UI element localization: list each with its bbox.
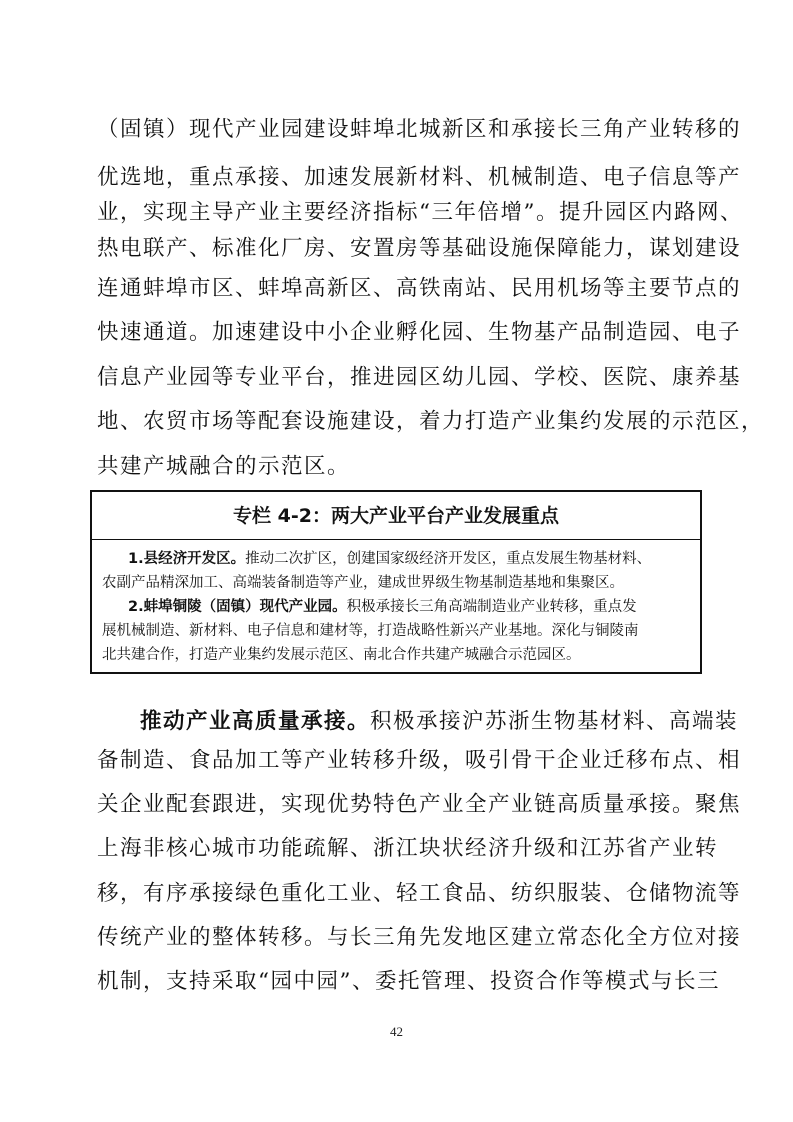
box-item-line — [102, 595, 720, 619]
box-title: 专栏 4-2：两大产业平台产业发展重点 — [92, 492, 700, 540]
page-number: 42 — [390, 1024, 403, 1039]
paragraph-line: 快速通道。加速建设中小企业孵化园、生物基产品制造园、电子 — [97, 320, 742, 345]
box-item-text: 推动二次扩区，创建国家级经济开发区，重点发展生物基材料、 — [245, 551, 652, 567]
paragraph-line: 机制，支持采取“园中园”、委托管理、投资合作等模式与长三 — [97, 969, 720, 994]
sidebar-box — [90, 490, 702, 674]
paragraph-text: 积极承接沪苏浙生物基材料、高端装 — [370, 709, 739, 734]
box-item-heading: 2.蚌埠铜陵（固镇）现代产业园。 — [128, 599, 347, 615]
box-item-line: 展机械制造、新材料、电子信息和建材等，打造战略性新兴产业基地。深化与铜陵南 — [102, 623, 639, 639]
paragraph-line: 上海非核心城市功能疏解、浙江块状经济升级和江苏省产业转 — [97, 836, 719, 861]
paragraph-line — [97, 704, 739, 740]
paragraph-heading: 推动产业高质量承接。 — [140, 709, 371, 734]
paragraph-line: 连通蚌埠市区、蚌埠高新区、高铁南站、民用机场等主要节点的 — [97, 276, 742, 301]
paragraph-line: （固镇）现代产业园建设蚌埠北城新区和承接长三角产业转移的 — [97, 117, 742, 142]
box-item-line: 农副产品精深加工、高端装备制造等产业，建成世界级生物基制造基地和集聚区。 — [102, 575, 624, 591]
box-item-text: 积极承接长三角高端制造业产业转移，重点发 — [346, 599, 637, 615]
box-item-heading: 1.县经济开发区。 — [128, 551, 246, 567]
paragraph-line: 优选地，重点承接、加速发展新材料、机械制造、电子信息等产 — [97, 165, 742, 190]
paragraph-line: 业，实现主导产业主要经济指标“三年倍增”。提升园区内路网、 — [97, 200, 743, 225]
paragraph-line: 关企业配套跟进，实现优势特色产业全产业链高质量承接。聚焦 — [97, 792, 742, 817]
paragraph-line: 备制造、食品加工等产业转移升级，吸引骨干企业迁移布点、相 — [97, 748, 742, 773]
paragraph-line: 传统产业的整体转移。与长三角先发地区建立常态化全方位对接 — [97, 925, 742, 950]
paragraph-line: 地、农贸市场等配套设施建设，着力打造产业集约发展的示范区， — [97, 409, 765, 434]
box-item-line: 北共建合作，打造产业集约发展示范区、南北合作共建产城融合示范园区。 — [102, 647, 581, 663]
paragraph-line: 信息产业园等专业平台，推进园区幼儿园、学校、医院、康养基 — [97, 365, 742, 390]
paragraph-line: 移，有序承接绿色重化工业、轻工食品、纺织服装、仓储物流等 — [97, 881, 742, 906]
paragraph-line: 共建产城融合的示范区。 — [97, 454, 351, 479]
paragraph-line: 热电联产、标准化厂房、安置房等基础设施保障能力，谋划建设 — [97, 236, 742, 261]
box-item-line — [102, 547, 720, 571]
